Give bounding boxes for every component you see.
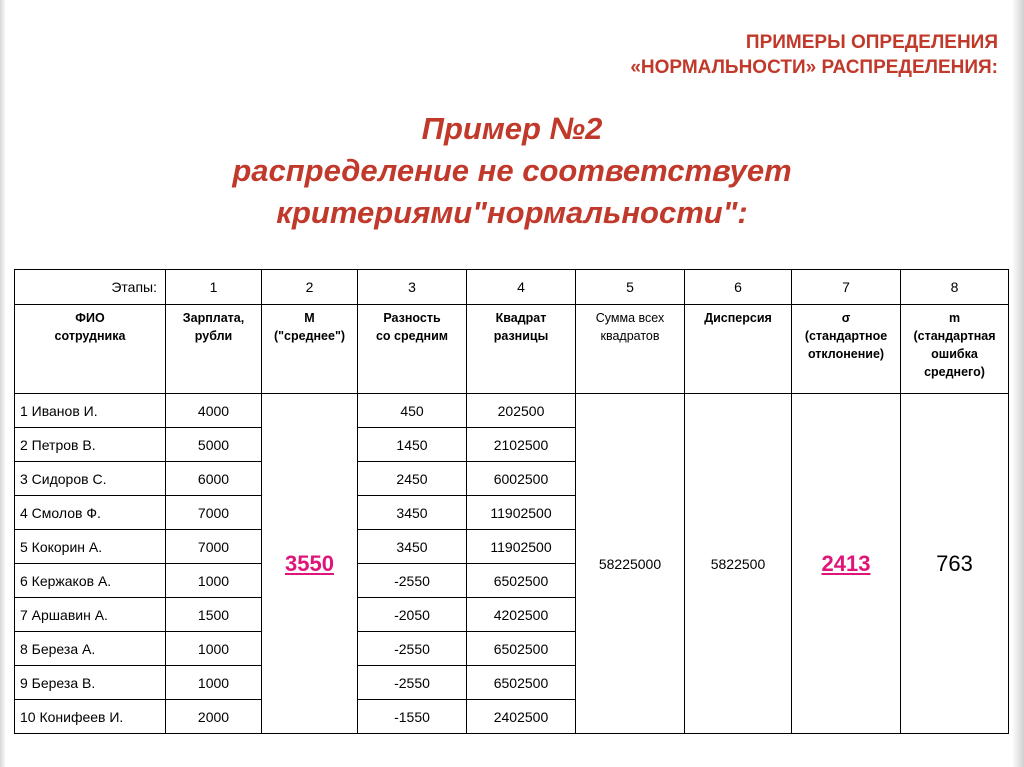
- title-line-2: распределение не соответствует: [232, 153, 792, 188]
- title-line-1: Пример №2: [421, 111, 603, 146]
- column-header-line: сотрудника: [54, 329, 126, 343]
- stage-number: 1: [166, 270, 262, 305]
- employee-name: 6 Кержаков А.: [15, 564, 166, 598]
- employee-name: 8 Береза А.: [15, 632, 166, 666]
- column-header-line: Квадрат: [495, 311, 547, 325]
- column-header-line: рубли: [194, 329, 233, 343]
- column-header: [792, 305, 901, 394]
- column-header-line: Зарплата,: [182, 311, 245, 325]
- difference-cell: -2550: [358, 632, 467, 666]
- stage-number: 5: [576, 270, 685, 305]
- salary-table: [14, 269, 1009, 734]
- salary-cell: 5000: [166, 428, 262, 462]
- difference-cell: 2450: [358, 462, 467, 496]
- employee-name: 7 Аршавин А.: [15, 598, 166, 632]
- column-header-line: Сумма всех: [595, 311, 665, 325]
- column-header: [901, 305, 1009, 394]
- difference-cell: 450: [358, 394, 467, 428]
- employee-name: 9 Береза В.: [15, 666, 166, 700]
- square-cell: 4202500: [467, 598, 576, 632]
- column-header-line: среднего): [924, 365, 985, 379]
- stage-number: 4: [467, 270, 576, 305]
- column-header-line: σ: [841, 311, 851, 325]
- employee-name: 5 Кокорин А.: [15, 530, 166, 564]
- square-cell: 11902500: [467, 496, 576, 530]
- column-header: [262, 305, 358, 394]
- difference-cell: 3450: [358, 496, 467, 530]
- column-header: [166, 305, 262, 394]
- stages-row: [15, 270, 1009, 305]
- difference-cell: -2550: [358, 666, 467, 700]
- column-header: [467, 305, 576, 394]
- sigma-value: 2413: [821, 550, 871, 576]
- difference-cell: -2550: [358, 564, 467, 598]
- column-header-line: (стандартное: [804, 329, 888, 343]
- stage-number: 6: [685, 270, 792, 305]
- salary-cell: 2000: [166, 700, 262, 734]
- slide-title: [0, 108, 1024, 234]
- salary-cell: 4000: [166, 394, 262, 428]
- column-header-line: Разность: [383, 311, 441, 325]
- stage-number: 2: [262, 270, 358, 305]
- stage-number: 8: [901, 270, 1009, 305]
- column-header: [358, 305, 467, 394]
- salary-cell: 1000: [166, 564, 262, 598]
- sum-squares-cell: 58225000: [576, 394, 685, 734]
- variance-cell: 5822500: [685, 394, 792, 734]
- salary-cell: 1000: [166, 632, 262, 666]
- employee-name: 2 Петров В.: [15, 428, 166, 462]
- difference-cell: -1550: [358, 700, 467, 734]
- employee-name: 4 Смолов Ф.: [15, 496, 166, 530]
- m-error-cell: [901, 394, 1009, 734]
- header-row: [15, 305, 1009, 394]
- table-row: [15, 394, 1009, 428]
- difference-cell: 1450: [358, 428, 467, 462]
- column-header-line: ("среднее"): [273, 329, 346, 343]
- salary-cell: 7000: [166, 530, 262, 564]
- square-cell: 6502500: [467, 564, 576, 598]
- square-cell: 6502500: [467, 632, 576, 666]
- header-line-1: ПРИМЕРЫ ОПРЕДЕЛЕНИЯ: [745, 32, 998, 53]
- sigma-cell: [792, 394, 901, 734]
- column-header-line: разницы: [493, 329, 549, 343]
- column-header-line: квадратов: [600, 329, 660, 343]
- square-cell: 6002500: [467, 462, 576, 496]
- employee-name: 3 Сидоров С.: [15, 462, 166, 496]
- column-header: [685, 305, 792, 394]
- column-header-line: ошибка: [931, 347, 978, 361]
- square-cell: 6502500: [467, 666, 576, 700]
- mean-cell: [262, 394, 358, 734]
- stage-number: 7: [792, 270, 901, 305]
- column-header: [15, 305, 166, 394]
- salary-cell: 1500: [166, 598, 262, 632]
- m-error-value: 763: [936, 550, 973, 576]
- salary-cell: 6000: [166, 462, 262, 496]
- column-header-line: ФИО: [75, 311, 105, 325]
- column-header-line: отклонение): [807, 347, 885, 361]
- square-cell: 202500: [467, 394, 576, 428]
- stages-label: Этапы:: [15, 270, 166, 305]
- column-header-line: М: [304, 311, 315, 325]
- title-line-3: критериями"нормальности":: [276, 195, 748, 230]
- column-header-line: (стандартная: [913, 329, 996, 343]
- column-header-line: со средним: [375, 329, 448, 343]
- difference-cell: -2050: [358, 598, 467, 632]
- column-header: [576, 305, 685, 394]
- square-cell: 2102500: [467, 428, 576, 462]
- column-header-line: Дисперсия: [704, 311, 772, 325]
- header-line-2: «НОРМАЛЬНОСТИ» РАСПРЕДЕЛЕНИЯ:: [630, 57, 998, 78]
- stage-number: 3: [358, 270, 467, 305]
- difference-cell: 3450: [358, 530, 467, 564]
- employee-name: 10 Конифеев И.: [15, 700, 166, 734]
- column-header-line: m: [948, 311, 961, 325]
- square-cell: 11902500: [467, 530, 576, 564]
- employee-name: 1 Иванов И.: [15, 394, 166, 428]
- slide-header: [630, 30, 998, 80]
- square-cell: 2402500: [467, 700, 576, 734]
- salary-cell: 7000: [166, 496, 262, 530]
- salary-cell: 1000: [166, 666, 262, 700]
- mean-value: 3550: [285, 550, 334, 576]
